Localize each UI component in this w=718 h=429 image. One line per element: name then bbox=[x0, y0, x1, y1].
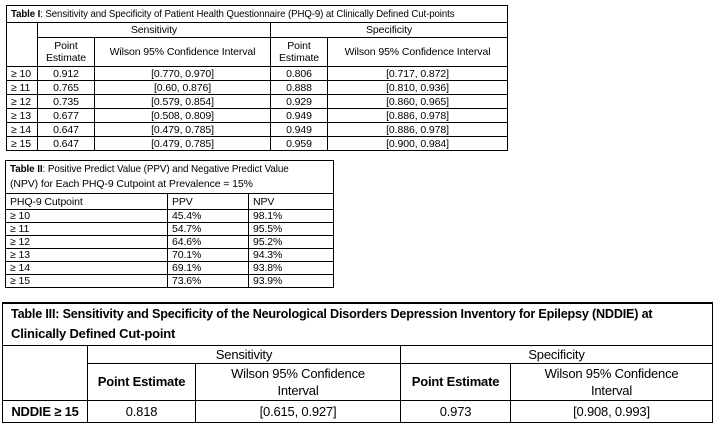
cell-spec-pe: 0.949 bbox=[271, 109, 328, 123]
cell-npv: 95.2% bbox=[249, 236, 334, 249]
cell-spec-ci: [0.900, 0.984] bbox=[328, 137, 508, 151]
cell-ppv: 64.6% bbox=[168, 236, 249, 249]
table3-title-line1: Table III: Sensitivity and Specificity of the Neurological Disorders Depression Inventory for Epilepsy (NDDIE) at bbox=[11, 306, 653, 322]
cell-spec-pe: 0.959 bbox=[271, 137, 328, 151]
cell-sens-pe: 0.765 bbox=[38, 81, 95, 95]
cell-cutpoint: ≥ 14 bbox=[6, 262, 168, 275]
table2-title bbox=[6, 161, 334, 194]
table-row bbox=[6, 223, 334, 236]
table-phq9-sensitivity-specificity bbox=[6, 5, 508, 151]
cell-sens-pe: 0.677 bbox=[38, 109, 95, 123]
cell-spec-pe: 0.806 bbox=[271, 67, 328, 81]
table1-title-label: Table I bbox=[11, 8, 41, 20]
table2-col-npv: NPV bbox=[249, 194, 334, 210]
cell-spec-pe: 0.888 bbox=[271, 81, 328, 95]
cell-spec-ci: [0.717, 0.872] bbox=[328, 67, 508, 81]
cell-cutpoint: ≥ 15 bbox=[6, 275, 168, 288]
cell-sens-pe: 0.818 bbox=[88, 400, 196, 422]
table2-title-text-line1: : Positive Predict Value (PPV) and Negative Predict Value bbox=[42, 163, 289, 175]
table1-title bbox=[7, 6, 508, 23]
cell-ppv: 45.4% bbox=[168, 210, 249, 223]
cell-cutpoint: ≥ 14 bbox=[7, 123, 38, 137]
cell-npv: 98.1% bbox=[249, 210, 334, 223]
cell-spec-pe: 0.949 bbox=[271, 123, 328, 137]
cell-ppv: 69.1% bbox=[168, 262, 249, 275]
cell-spec-pe: 0.973 bbox=[401, 400, 511, 422]
table-row bbox=[7, 123, 508, 137]
cell-cutpoint: ≥ 13 bbox=[7, 109, 38, 123]
cell-cutpoint: ≥ 11 bbox=[6, 223, 168, 236]
table-row bbox=[6, 210, 334, 223]
table-row bbox=[6, 236, 334, 249]
table2-col-cutpoint: PHQ-9 Cutpoint bbox=[6, 194, 168, 210]
table1-col-spec-wilson-ci: Wilson 95% Confidence Interval bbox=[328, 38, 508, 67]
table1-corner-cell bbox=[7, 23, 38, 67]
cell-sens-pe: 0.912 bbox=[38, 67, 95, 81]
cell-spec-pe: 0.929 bbox=[271, 95, 328, 109]
table3-title bbox=[3, 303, 713, 345]
table2-title-text-line2: (NPV) for Each PHQ-9 Cutpoint at Prevalence = 15% bbox=[10, 178, 253, 190]
table3-col-sens-point-estimate: Point Estimate bbox=[88, 363, 196, 400]
cell-ppv: 54.7% bbox=[168, 223, 249, 236]
cell-sens-ci: [0.579, 0.854] bbox=[95, 95, 271, 109]
cell-sens-ci: [0.479, 0.785] bbox=[95, 137, 271, 151]
table3-group-specificity: Specificity bbox=[401, 345, 713, 363]
table-row bbox=[7, 95, 508, 109]
cell-cutpoint: ≥ 10 bbox=[7, 67, 38, 81]
cell-cutpoint: ≥ 13 bbox=[6, 249, 168, 262]
table3-col-spec-wilson-ci: Wilson 95% Confidence Interval bbox=[511, 363, 713, 400]
cell-npv: 93.8% bbox=[249, 262, 334, 275]
cell-npv: 95.5% bbox=[249, 223, 334, 236]
table-phq9-ppv-npv bbox=[5, 160, 334, 288]
cell-cutpoint: ≥ 10 bbox=[6, 210, 168, 223]
cell-ppv: 73.6% bbox=[168, 275, 249, 288]
table2-title-label: Table II bbox=[10, 163, 43, 175]
cell-sens-ci: [0.60, 0.876] bbox=[95, 81, 271, 95]
table3-group-sensitivity: Sensitivity bbox=[88, 345, 401, 363]
cell-spec-ci: [0.860, 0.965] bbox=[328, 95, 508, 109]
table1-col-sens-point-estimate: Point Estimate bbox=[38, 38, 95, 67]
table3-column-header-row bbox=[3, 363, 713, 400]
cell-sens-ci: [0.770, 0.970] bbox=[95, 67, 271, 81]
table-row bbox=[7, 81, 508, 95]
cell-npv: 93.9% bbox=[249, 275, 334, 288]
cell-cutpoint: ≥ 15 bbox=[7, 137, 38, 151]
cell-cutpoint: ≥ 12 bbox=[6, 236, 168, 249]
cell-spec-ci: [0.908, 0.993] bbox=[511, 400, 713, 422]
table1-title-text: : Sensitivity and Specificity of Patient Health Questionnaire (PHQ-9) at Clinically Defined Cut-points bbox=[40, 8, 455, 20]
cell-spec-ci: [0.886, 0.978] bbox=[328, 109, 508, 123]
table1-col-sens-wilson-ci: Wilson 95% Confidence Interval bbox=[95, 38, 271, 67]
cell-cutpoint: ≥ 11 bbox=[7, 81, 38, 95]
table3-corner-cell bbox=[3, 345, 88, 400]
cell-npv: 94.3% bbox=[249, 249, 334, 262]
cell-spec-ci: [0.810, 0.936] bbox=[328, 81, 508, 95]
cell-sens-pe: 0.647 bbox=[38, 137, 95, 151]
table3-title-line2: Clinically Defined Cut-point bbox=[11, 326, 176, 342]
table-row bbox=[7, 109, 508, 123]
table-row bbox=[6, 249, 334, 262]
cell-sens-pe: 0.735 bbox=[38, 95, 95, 109]
table1-group-specificity: Specificity bbox=[271, 23, 508, 38]
table-row bbox=[6, 275, 334, 288]
table3-group-header-row bbox=[3, 345, 713, 363]
cell-spec-ci: [0.886, 0.978] bbox=[328, 123, 508, 137]
table-row bbox=[3, 400, 713, 422]
cell-ppv: 70.1% bbox=[168, 249, 249, 262]
table3-col-spec-point-estimate: Point Estimate bbox=[401, 363, 511, 400]
table1-col-spec-point-estimate: Point Estimate bbox=[271, 38, 328, 67]
cell-sens-pe: 0.647 bbox=[38, 123, 95, 137]
table-row bbox=[7, 67, 508, 81]
table3-col-sens-wilson-ci: Wilson 95% Confidence Interval bbox=[196, 363, 401, 400]
table-row bbox=[7, 137, 508, 151]
cell-sens-ci: [0.615, 0.927] bbox=[196, 400, 401, 422]
cell-cutpoint: ≥ 12 bbox=[7, 95, 38, 109]
table-nddie-sensitivity-specificity bbox=[2, 302, 713, 423]
table-row bbox=[6, 262, 334, 275]
table1-column-header-row bbox=[7, 38, 508, 67]
table2-column-header-row bbox=[6, 194, 334, 210]
table1-group-header-row bbox=[7, 23, 508, 38]
cell-nddie-label: NDDIE ≥ 15 bbox=[3, 400, 88, 422]
cell-sens-ci: [0.479, 0.785] bbox=[95, 123, 271, 137]
table1-group-sensitivity: Sensitivity bbox=[38, 23, 271, 38]
table2-col-ppv: PPV bbox=[168, 194, 249, 210]
cell-sens-ci: [0.508, 0.809] bbox=[95, 109, 271, 123]
